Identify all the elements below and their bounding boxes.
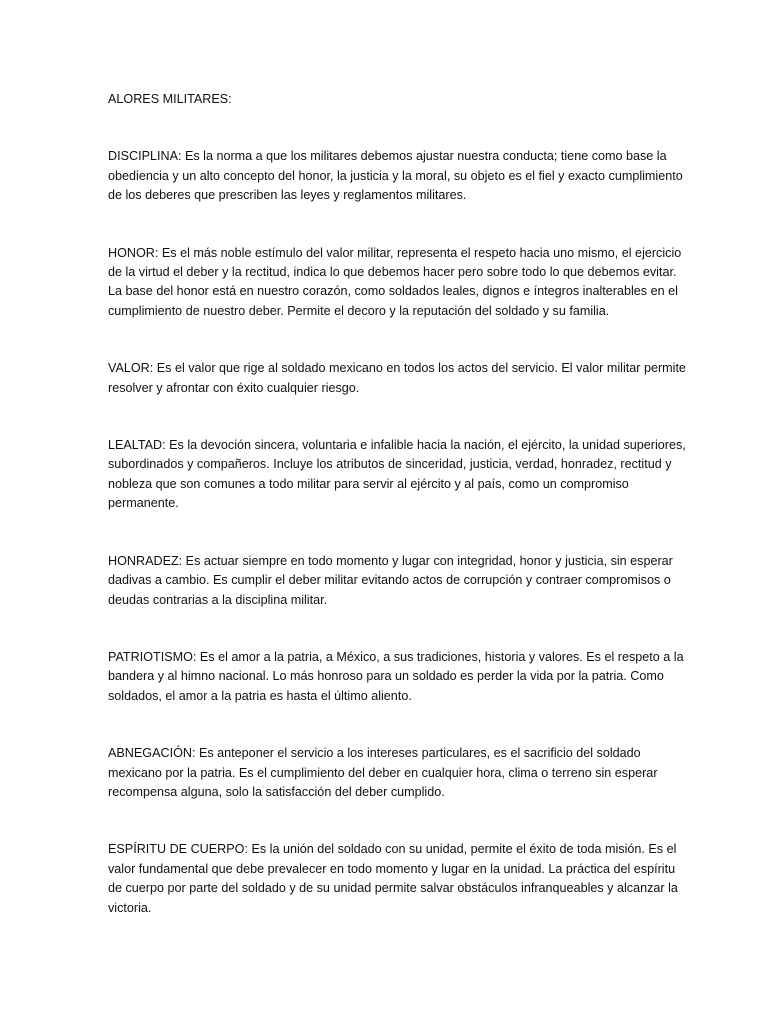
paragraph-espiritu-de-cuerpo: ESPÍRITU DE CUERPO: Es la unión del soldado con su unidad, permite el éxito de toda misión. Es el valor fundamental que debe prevalecer en todo momento y lugar en la unidad. La práctica del espíritu de cuerpo por parte del soldado y de su unidad permite salvar obstáculos infranqueables y alcanzar la victoria. <box>108 842 678 915</box>
paragraph-disciplina: DISCIPLINA: Es la norma a que los militares debemos ajustar nuestra conducta; tiene como base la obediencia y un alto concepto del honor, la justicia y la moral, su objeto es el fiel y exacto cumplimiento de los deberes que prescriben las leyes y reglamentos militares. <box>108 149 683 203</box>
paragraph-abnegacion: ABNEGACIÓN: Es anteponer el servicio a los intereses particulares, es el sacrificio del soldado mexicano por la patria. Es el cumplimiento del deber en cualquier hora, clima o terreno sin esperar recompensa alguna, solo la satisfacción del deber cumplido. <box>108 746 658 799</box>
document-page <box>108 90 688 918</box>
paragraph-patriotismo: PATRIOTISMO: Es el amor a la patria, a México, a sus tradiciones, historia y valores. Es el respeto a la bandera y al himno nacional. Lo más honroso para un soldado es perder la vida por la patria. Como soldados, el amor a la patria es hasta el último aliento. <box>108 649 684 703</box>
paragraph-valor: VALOR: Es el valor que rige al soldado mexicano en todos los actos del servicio. El valor militar permite resolver y afrontar con éxito cualquier riesgo. <box>108 361 686 395</box>
document-title: ALORES MILITARES: <box>108 92 232 106</box>
paragraph-lealtad: LEALTAD: Es la devoción sincera, voluntaria e infalible hacia la nación, el ejército, la unidad superiores, subordinados y compañeros. Incluye los atributos de sinceridad, justicia, verdad, honradez, rectitud y nobleza que son comunes a todo militar para servir al ejército y al país, como un compromiso permanente. <box>108 438 686 511</box>
paragraph-honradez: HONRADEZ: Es actuar siempre en todo momento y lugar con integridad, honor y justicia, sin esperar dadivas a cambio. Es cumplir el deber militar evitando actos de corrupción y contraer compromisos o deudas contrarias a la disciplina militar. <box>108 553 673 607</box>
paragraph-honor: HONOR: Es el más noble estímulo del valor militar, representa el respeto hacia uno mismo, el ejercicio de la virtud el deber y la rectitud, indica lo que debemos hacer pero sobre todo lo que debemos evitar. La base del honor está en nuestro corazón, como soldados leales, dignos e íntegros inalterables en el cumplimiento de nuestro deber. Permite el decoro y la reputación del soldado y su familia. <box>108 245 682 318</box>
